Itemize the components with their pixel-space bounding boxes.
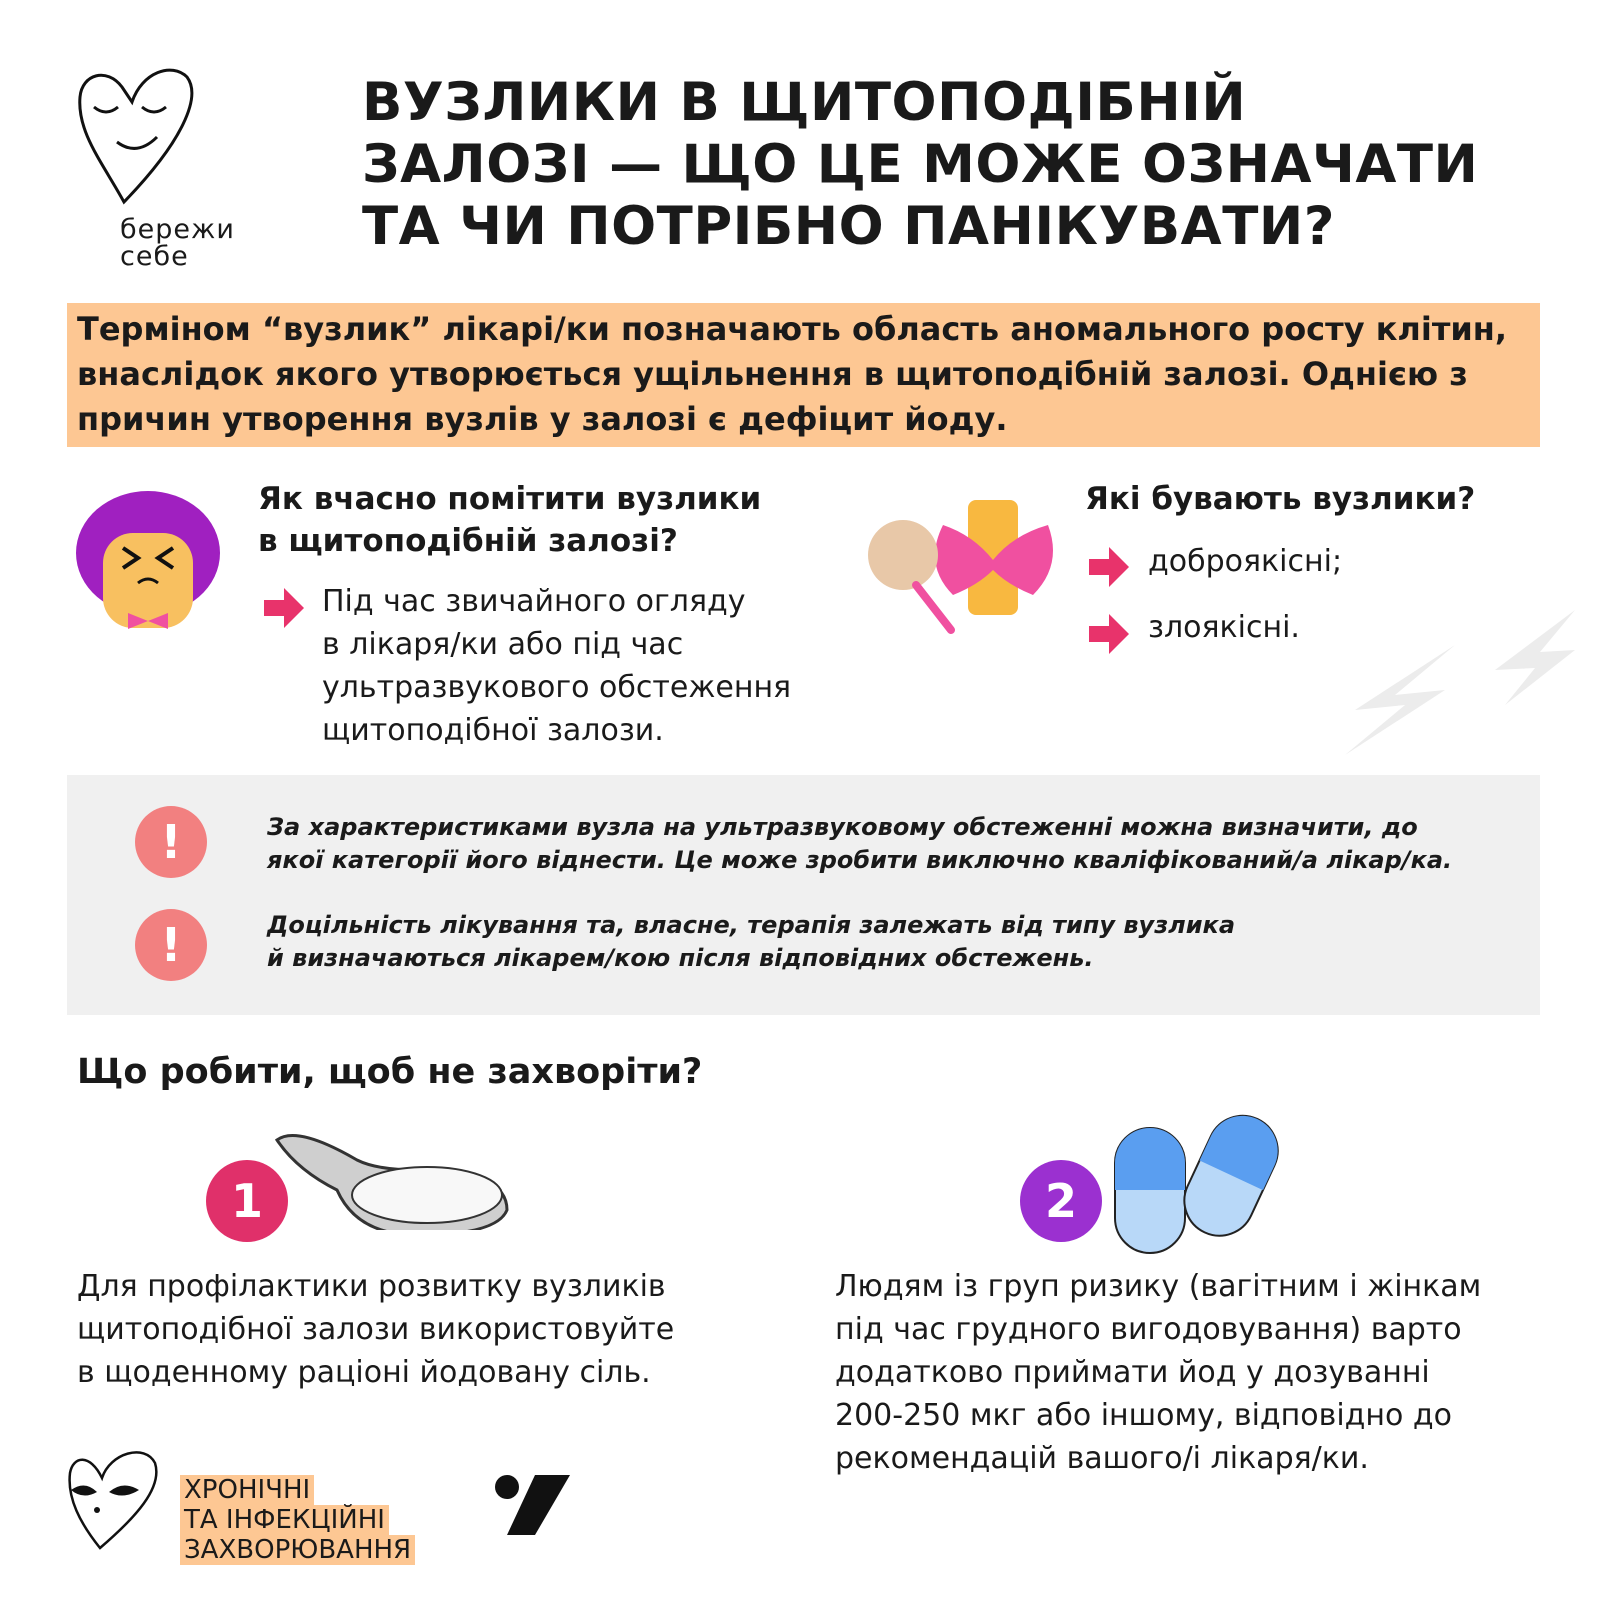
- step-2-line: Людям із груп ризику (вагітним і жінкам: [835, 1269, 1482, 1304]
- types-heading: Які бувають вузлики?: [1085, 481, 1476, 517]
- step-1-line: в щоденному раціоні йодовану сіль.: [77, 1355, 651, 1390]
- girl-illustration-icon: [68, 488, 228, 653]
- detect-heading-line: в щитоподібній залозі?: [258, 523, 678, 559]
- type-item-benign: доброякісні;: [1148, 544, 1343, 579]
- heart-logo-icon: [72, 62, 202, 212]
- detect-text-line: ультразвукового обстеження: [322, 670, 792, 705]
- partner-logo-icon: [495, 1475, 570, 1537]
- footer-label-line: ЗАХВОРЮВАННЯ: [180, 1535, 415, 1565]
- title-line: ТА ЧИ ПОТРІБНО ПАНІКУВАТИ?: [362, 196, 1335, 257]
- brand-name: [120, 216, 235, 270]
- detect-heading: [258, 478, 761, 562]
- note-2: [267, 909, 1235, 975]
- brand-line1: бережи: [120, 214, 235, 245]
- step-2-text: [835, 1265, 1481, 1480]
- detect-text-line: щитоподібної залози.: [322, 713, 664, 748]
- step-2-line: 200-250 мкг або іншому, відповідно до: [835, 1398, 1453, 1433]
- title-line: ВУЗЛИКИ В ЩИТОПОДІБНІЙ: [362, 72, 1247, 133]
- pills-illustration-icon: [1110, 1108, 1290, 1258]
- note-line: За характеристиками вузла на ультразвуковому обстеженні можна визначити, до: [267, 813, 1418, 841]
- step-1-text: [77, 1265, 674, 1394]
- step-number-1: 1: [206, 1160, 288, 1242]
- note-line: й визначаються лікарем/кою після відповідних обстежень.: [267, 944, 1094, 972]
- footer-label-line: ХРОНІЧНІ: [180, 1475, 314, 1505]
- brand-line2: себе: [120, 241, 189, 272]
- page-title: [362, 72, 1478, 258]
- title-line: ЗАЛОЗІ — ЩО ЦЕ МОЖЕ ОЗНАЧАТИ: [362, 134, 1479, 195]
- arrow-right-icon: [1087, 612, 1131, 656]
- intro-box: Терміном “вузлик” лікарі/ки позначають область аномального росту клітин, внаслідок якого утворюється ущільнення в щитоподібній залозі. Однією з причин утворення вузлів у залозі є дефіцит йоду.: [67, 303, 1540, 447]
- note-line: якої категорії його віднести. Це може зробити виключно кваліфікований/а лікар/ка.: [267, 846, 1453, 874]
- arrow-right-icon: [262, 586, 306, 630]
- step-1-line: Для профілактики розвитку вузликів: [77, 1269, 666, 1304]
- note-line: Доцільність лікування та, власне, терапія залежать від типу вузлика: [267, 911, 1236, 939]
- exclamation-icon: !: [135, 806, 207, 878]
- footer-label-line: ТА ІНФЕКЦІЙНІ: [180, 1505, 389, 1535]
- step-2-line: рекомендацій вашого/і лікаря/ки.: [835, 1441, 1369, 1476]
- salt-spoon-illustration-icon: [272, 1130, 512, 1230]
- type-item-malignant: злоякісні.: [1148, 610, 1300, 645]
- detect-text-line: в лікаря/ки або під час: [322, 627, 684, 662]
- detect-heading-line: Як вчасно помітити вузлики: [258, 481, 762, 517]
- step-2-line: додатково приймати йод у дозуванні: [835, 1355, 1430, 1390]
- alien-heart-logo-icon: [65, 1448, 165, 1553]
- lightning-decoration-icon: [1345, 610, 1585, 760]
- step-number-2: 2: [1020, 1160, 1102, 1242]
- prevention-heading: Що робити, щоб не захворіти?: [77, 1052, 703, 1092]
- exclamation-icon: !: [135, 909, 207, 981]
- thyroid-ultrasound-illustration-icon: [868, 495, 1058, 645]
- arrow-right-icon: [1087, 545, 1131, 589]
- detect-text-line: Під час звичайного огляду: [322, 584, 746, 619]
- detect-text: [322, 580, 791, 752]
- note-1: [267, 811, 1452, 877]
- footer-program-label: [180, 1475, 415, 1565]
- step-2-line: під час грудного вигодовування) варто: [835, 1312, 1462, 1347]
- step-1-line: щитоподібної залози використовуйте: [77, 1312, 675, 1347]
